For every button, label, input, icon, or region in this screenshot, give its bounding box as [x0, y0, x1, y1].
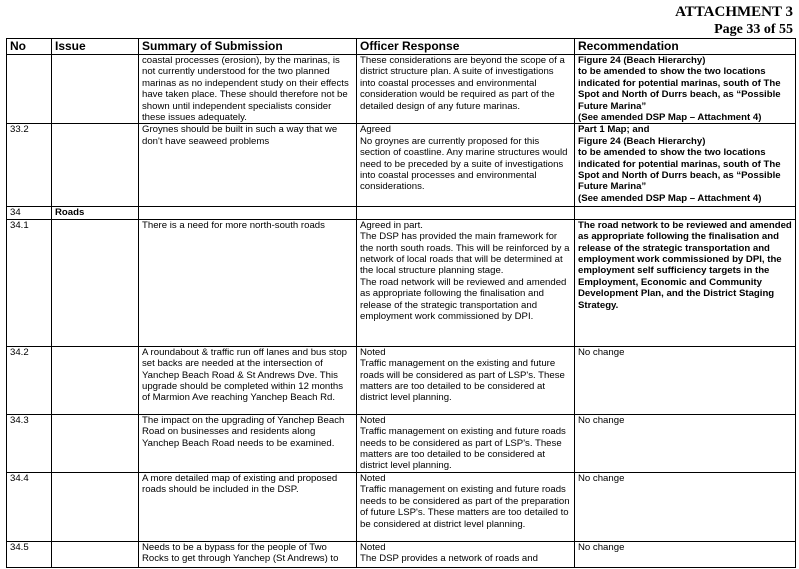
- cell-summary: Needs to be a bypass for the people of Two Rocks to get through Yanchep (St Andrews) to: [139, 541, 357, 567]
- table-row: [7, 219, 796, 346]
- response-line: The DSP provides a network of roads and: [360, 553, 538, 565]
- cell-no: 34: [7, 207, 52, 219]
- response-line: Noted: [360, 346, 386, 358]
- recommendation-line: to be amended to show the two locations indicated for potential marinas, south of The Spot and North of Durrs beach, as “Possible Future Marina”: [578, 66, 781, 112]
- cell-no: 34.3: [7, 414, 52, 472]
- cell-no: 34.2: [7, 346, 52, 414]
- response-line: The road network will be reviewed and amended as appropriate following the finalisation and release of the strategic transportation and employment work commissioned by DPI.: [360, 276, 567, 323]
- col-header-no: No: [7, 39, 52, 55]
- cell-summary: Groynes should be built in such a way that we don't have seaweed problems: [139, 124, 357, 207]
- cell-issue: [52, 124, 139, 207]
- col-header-issue: Issue: [52, 39, 139, 55]
- cell-summary: There is a need for more north-south roads: [139, 219, 357, 346]
- attachment-label: ATTACHMENT 3: [675, 4, 793, 20]
- cell-recommendation: [575, 124, 796, 207]
- response-line: Traffic management on the existing and future roads will be considered as part of LSP's. These matters are too detailed to be considered at district level planning.: [360, 358, 565, 404]
- cell-recommendation: [575, 219, 796, 346]
- cell-response: [357, 346, 575, 414]
- recommendation-line: (See amended DSP Map – Attachment 4): [578, 112, 762, 124]
- table-header-row: [7, 39, 796, 55]
- cell-no: [7, 55, 52, 124]
- response-line: Noted: [360, 541, 386, 553]
- cell-response: [357, 219, 575, 346]
- cell-recommendation: [575, 55, 796, 124]
- recommendation-line: to be amended to show the two locations indicated for potential marinas, south of The Spot and North of Durrs beach, as “Possible Future Marina”: [578, 147, 781, 193]
- table-row: [7, 414, 796, 472]
- table-row: [7, 346, 796, 414]
- cell-summary: [139, 207, 357, 219]
- response-line: The DSP has provided the main framework for the north south roads. This will be reinforced by a network of local roads that will be determined at the local structure planning stage.: [360, 231, 570, 277]
- table-row: [7, 472, 796, 541]
- response-line: These considerations are beyond the scope of a district structure plan. A suite of investigations into coastal processes and environmental consideration would be required as part of the detailed design of any future marinas.: [360, 55, 565, 112]
- response-line: Traffic management on existing and future roads needs to be considered as part of LSP's. These matters are too detailed to be considered at district level planning.: [360, 426, 566, 472]
- response-line: Traffic management on existing and future roads needs to be considered as part of the preparation of future LSP's. These matters are too detailed to be considered at district level planning.: [360, 484, 570, 530]
- recommendation-line: Part 1 Map; and: [578, 124, 650, 136]
- recommendation-line: (See amended DSP Map – Attachment 4): [578, 192, 762, 204]
- recommendation-line: The road network to be reviewed and amended as appropriate following the finalisation and release of the strategic transportation and employment work commissioned by DPI, the employment self sufficiency targets in the Employment, Economic and Community Development Plan, and the District Staging Strategy.: [578, 219, 792, 311]
- response-line: No groynes are currently proposed for this section of coastline. Any marine structures would need to be preceded by a suite of investigations into coastal processes and environmental considerations.: [360, 135, 568, 193]
- recommendation-line: Figure 24 (Beach Hierarchy): [578, 55, 706, 66]
- response-line: Agreed in part.: [360, 219, 423, 231]
- recommendation-line: Figure 24 (Beach Hierarchy): [578, 135, 706, 147]
- cell-issue: [52, 541, 139, 567]
- col-header-summary: Summary of Submission: [139, 39, 357, 55]
- cell-issue: [52, 472, 139, 541]
- cell-issue: [52, 219, 139, 346]
- cell-no: 34.5: [7, 541, 52, 567]
- cell-issue: [52, 346, 139, 414]
- cell-recommendation: [575, 541, 796, 567]
- recommendation-line: No change: [578, 346, 625, 358]
- col-header-response: Officer Response: [357, 39, 575, 55]
- cell-no: 34.4: [7, 472, 52, 541]
- recommendation-line: No change: [578, 472, 625, 484]
- cell-response: [357, 414, 575, 472]
- cell-no: 34.1: [7, 219, 52, 346]
- cell-no: 33.2: [7, 124, 52, 207]
- cell-summary: A more detailed map of existing and proposed roads should be included in the DSP.: [139, 472, 357, 541]
- cell-recommendation: [575, 346, 796, 414]
- cell-response: [357, 124, 575, 207]
- cell-recommendation: [575, 207, 796, 219]
- table-row: [7, 55, 796, 124]
- cell-recommendation: [575, 472, 796, 541]
- page-number: Page 33 of 55: [714, 22, 793, 37]
- table-row: [7, 207, 796, 219]
- cell-summary: The impact on the upgrading of Yanchep Beach Road on businesses and residents along Yanchep Beach Road needs to be examined.: [139, 414, 357, 472]
- recommendation-line: No change: [578, 414, 625, 426]
- response-line: Noted: [360, 472, 386, 484]
- cell-response: [357, 472, 575, 541]
- cell-issue: [52, 55, 139, 124]
- response-line: Noted: [360, 414, 386, 426]
- cell-issue: [52, 414, 139, 472]
- response-line: Agreed: [360, 124, 391, 136]
- table-row: [7, 541, 796, 567]
- cell-summary: coastal processes (erosion), by the marinas, is not currently understood for the two planned marinas as no independent study on their effects have taken place. These should therefore not be shown until independent specialists consider these issues adequately.: [139, 55, 357, 124]
- cell-response: [357, 541, 575, 567]
- cell-response: [357, 55, 575, 124]
- recommendation-line: No change: [578, 541, 625, 553]
- cell-response: [357, 207, 575, 219]
- table-row: [7, 124, 796, 207]
- submissions-table: [6, 38, 796, 568]
- cell-summary: A roundabout & traffic run off lanes and bus stop set backs are needed at the intersection of Yanchep Beach Road & St Andrews Dve. This upgrade should be completed within 12 months of Marmion Ave reaching Yanchep Beach Rd.: [139, 346, 357, 414]
- cell-recommendation: [575, 414, 796, 472]
- cell-issue: Roads: [52, 207, 139, 219]
- col-header-recommendation: Recommendation: [575, 39, 796, 55]
